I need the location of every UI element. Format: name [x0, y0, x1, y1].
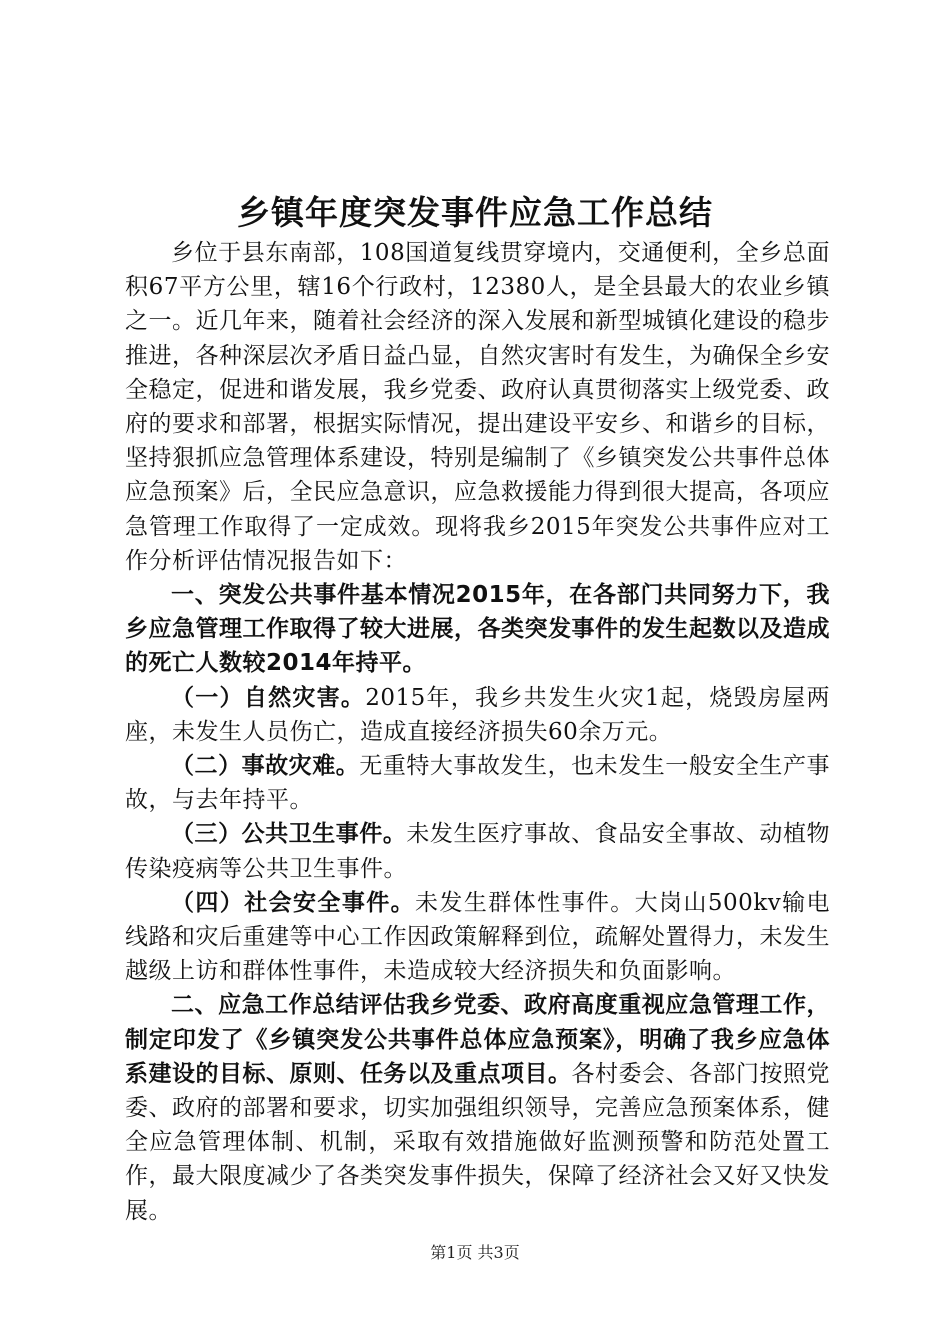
- item-2-paragraph: [125, 749, 830, 817]
- document-body: [125, 236, 830, 1228]
- item-4-heading: （四）社会安全事件。: [171, 889, 416, 916]
- item-4-text: 未发生群体性事件。大岗山500kv输电线路和灾后重建等中心工作因政策解释到位，疏解处置得力，未发生越级上访和群体性事件，未造成较大经济损失和负面影响。: [125, 889, 830, 985]
- item-1-paragraph: [125, 681, 830, 749]
- item-2-heading: （二）事故灾难。: [171, 753, 360, 780]
- item-3-paragraph: [125, 817, 830, 885]
- item-3-heading: （三）公共卫生事件。: [171, 821, 407, 848]
- item-3-text: 未发生医疗事故、食品安全事故、动植物传染疫病等公共卫生事件。: [125, 821, 831, 882]
- page-footer: 第1页 共3页: [430, 1243, 520, 1262]
- document-title: 乡镇年度突发事件应急工作总结: [237, 193, 713, 232]
- item-1-heading: （一）自然灾害。: [171, 684, 366, 711]
- intro-paragraph: 乡位于县东南部，108国道复线贯穿境内，交通便利，全乡总面积67平方公里，辖16个行政村，12380人，是全县最大的农业乡镇之一。近几年来，随着社会经济的深入发展和新型城镇化建设的稳步推进，各种深层次矛盾日益凸显，自然灾害时有发生，为确保全乡安全稳定，促进和谐发展，我乡党委、政府认真贯彻落实上级党委、政府的要求和部署，根据实际情况，提出建设平安乡、和谐乡的目标，坚持狠抓应急管理体系建设，特别是编制了《乡镇突发公共事件总体应急预案》后，全民应急意识，应急救援能力得到很大提高，各项应急管理工作取得了一定成效。现将我乡2015年突发公共事件应对工作分析评估情况报告如下：: [125, 240, 830, 574]
- item-4-paragraph: [125, 886, 830, 989]
- section-2-heading: 二、应急工作总结评估我乡党委、政府高度重视应急管理工作，制定印发了《乡镇突发公共事件总体应急预案》，明确了我乡应急体系建设的目标、原则、任务以及重点项目。: [125, 992, 830, 1087]
- section-2-text: 各村委会、各部门按照党委、政府的部署和要求，切实加强组织领导，完善应急预案体系，健全应急管理体制、机制，采取有效措施做好监测预警和防范处置工作，最大限度减少了各类突发事件损失，保障了经济社会又好又快发展。: [125, 1060, 830, 1224]
- section-2-paragraph: [125, 988, 830, 1227]
- item-1-text: 2015年，我乡共发生火灾1起，烧毁房屋两座，未发生人员伤亡，造成直接经济损失60余万元。: [125, 684, 830, 745]
- item-2-text: 无重特大事故发生，也未发生一般安全生产事故，与去年持平。: [125, 753, 831, 814]
- section-1-paragraph: 一、突发公共事件基本情况2015年，在各部门共同努力下，我乡应急管理工作取得了较大进展，各类突发事件的发生起数以及造成的死亡人数较2014年持平。: [125, 582, 830, 677]
